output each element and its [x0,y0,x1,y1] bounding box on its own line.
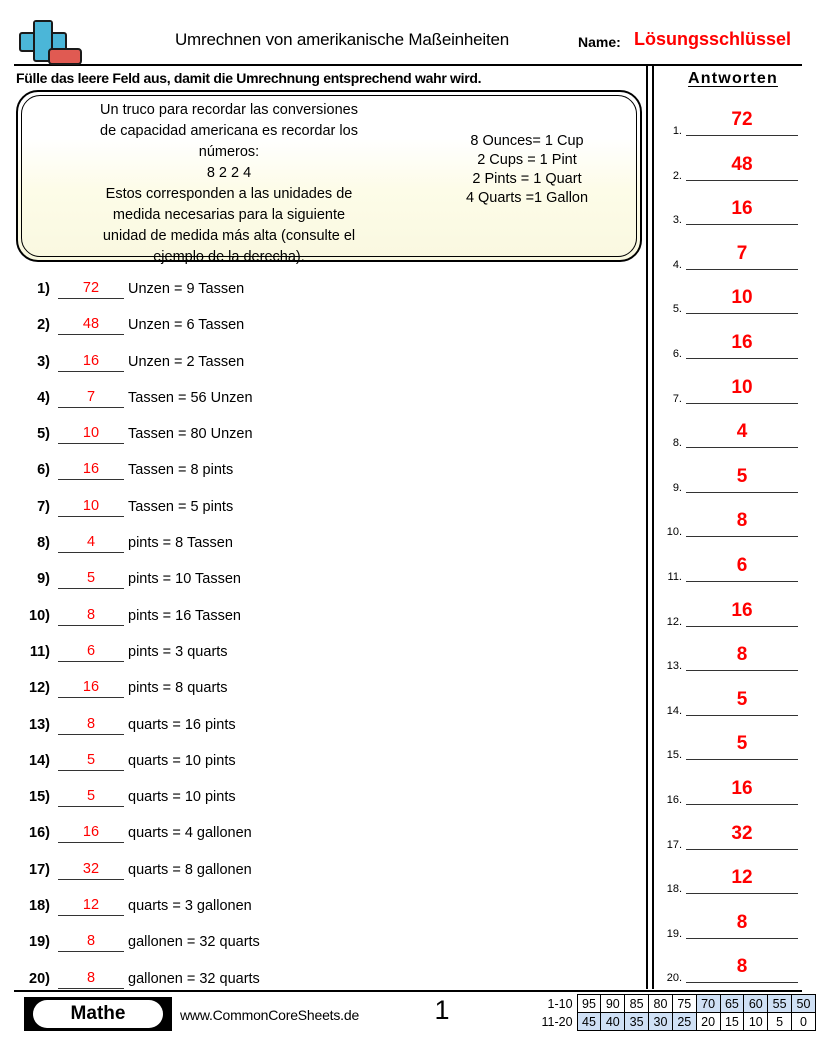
answer-number: 10. [666,526,682,539]
answer-value[interactable]: 12 [686,862,798,894]
question-row [16,711,636,747]
question-row [16,493,636,529]
question-number: 7) [37,498,50,515]
question-text: pints = 10 Tassen [128,571,241,588]
answer-row [658,372,808,417]
answer-value[interactable]: 7 [686,238,798,270]
question-number: 5) [37,426,50,443]
answer-row [658,104,808,149]
question-answer-blank[interactable]: 6 [58,643,124,662]
score-row-label: 1-10 [547,996,573,1011]
score-row-label: 11-20 [541,1014,573,1029]
question-answer-blank[interactable]: 72 [58,280,124,299]
page-number: 1 [434,995,450,1025]
answer-value[interactable]: 16 [686,193,798,225]
answer-value[interactable]: 16 [686,595,798,627]
answer-row [658,149,808,194]
score-cell: 10 [744,1013,768,1031]
column-divider-right [652,64,654,989]
answer-row [658,238,808,283]
question-number: 13) [29,716,50,733]
question-answer-blank[interactable]: 8 [58,716,124,735]
question-number: 9) [37,571,50,588]
question-answer-blank[interactable]: 7 [58,389,124,408]
question-text: pints = 8 quarts [128,680,228,697]
question-row [16,783,636,819]
answer-value[interactable]: 32 [686,818,798,850]
answer-row [658,282,808,327]
question-text: Tassen = 80 Unzen [128,426,253,443]
footer-divider [14,990,802,992]
conversion-row: 8 Ounces= 1 Cup [470,133,584,149]
question-text: quarts = 8 gallonen [128,861,252,878]
score-cell: 55 [768,995,792,1013]
question-text: pints = 3 quarts [128,643,228,660]
question-answer-blank[interactable]: 4 [58,534,124,553]
worksheet-header [14,18,802,64]
question-number: 2) [37,317,50,334]
question-row [16,819,636,855]
question-answer-blank[interactable]: 32 [58,861,124,880]
score-cell: 90 [601,995,625,1013]
answer-row [658,773,808,818]
question-answer-blank[interactable]: 5 [58,752,124,771]
info-box-conversion-table [422,132,632,208]
answer-value[interactable]: 8 [686,951,798,983]
question-text: pints = 8 Tassen [128,535,233,552]
score-cell: 40 [601,1013,625,1031]
score-cell: 20 [696,1013,720,1031]
answer-row [658,550,808,595]
answer-number: 1. [672,125,682,137]
question-number: 19) [29,934,50,951]
subject-badge: Mathe [33,1000,163,1028]
answer-number: 7. [672,392,682,405]
question-answer-blank[interactable]: 16 [58,461,124,480]
question-number: 11) [29,643,50,660]
name-label: Name: [578,34,621,50]
question-row [16,928,636,964]
answer-row [658,684,808,729]
question-answer-blank[interactable]: 10 [58,498,124,517]
question-number: 16) [29,825,50,842]
question-row [16,456,636,492]
question-answer-blank[interactable]: 5 [58,788,124,807]
score-cell: 45 [577,1013,601,1031]
answer-value[interactable]: 10 [686,282,798,314]
conversion-row: 2 Pints = 1 Quart [472,171,582,187]
answer-row [658,461,808,506]
answers-heading: Antworten [688,70,778,87]
answer-value[interactable]: 48 [686,149,798,181]
answer-number: 5. [672,303,682,316]
answer-row [658,505,808,550]
score-cell: 60 [744,995,768,1013]
score-cell: 35 [625,1013,649,1031]
question-text: gallonen = 32 quarts [128,970,260,987]
question-text: Unzen = 6 Tassen [128,317,245,334]
question-number: 6) [37,462,50,479]
question-number: 17) [29,861,50,878]
answer-row [658,595,808,640]
question-row [16,384,636,420]
question-row [16,420,636,456]
questions-list [16,275,636,1001]
answer-number: 18. [666,883,682,896]
question-row [16,638,636,674]
answer-number: 8. [672,437,682,450]
answers-list [658,104,808,996]
question-text: Unzen = 2 Tassen [128,353,245,370]
answer-value[interactable]: 16 [686,773,798,805]
score-cell: 25 [672,1013,696,1031]
score-cell: 5 [768,1013,792,1031]
info-trick-line: Estos corresponden a las unidades de [105,186,353,202]
plus-minus-logo-icon [14,20,82,64]
answer-value[interactable]: 5 [686,728,798,760]
conversion-row: 2 Cups = 1 Pint [477,152,577,168]
site-url: www.CommonCoreSheets.de [180,1007,360,1023]
answer-number: 16. [666,793,682,806]
answer-number: 19. [666,927,682,940]
score-cell: 80 [649,995,673,1013]
answer-row [658,862,808,907]
logo-minus-bar [48,48,82,65]
question-row [16,856,636,892]
question-answer-blank[interactable]: 16 [58,679,124,698]
score-cell: 15 [720,1013,744,1031]
question-row [16,602,636,638]
score-row [531,995,816,1013]
answer-value[interactable]: 10 [686,372,798,404]
info-trick-line: ejemplo de la derecha). [153,249,305,265]
info-trick-line: unidad de medida más alta (consulte el [102,228,356,244]
answer-number: 12. [666,615,682,628]
header-divider [14,64,802,66]
question-answer-blank[interactable]: 8 [58,607,124,626]
info-trick-line: números: [198,144,260,160]
info-trick-line: de capacidad americana es recordar los [100,123,358,139]
answer-value[interactable]: 8 [686,505,798,537]
question-number: 12) [29,680,50,697]
info-trick-line: Un truco para recordar las conversiones [100,102,358,118]
answer-number: 13. [666,660,682,673]
score-grid [531,994,816,1031]
answer-number: 6. [672,347,682,360]
question-answer-blank[interactable]: 8 [58,970,124,989]
answer-number: 2. [672,169,682,182]
answer-number: 20. [666,972,682,985]
score-row [531,1013,816,1031]
question-number: 8) [37,535,50,552]
info-trick-line: medida necesarias para la siguiente [112,207,346,223]
question-row [16,892,636,928]
answer-value[interactable]: 6 [686,550,798,582]
answer-number: 9. [672,481,682,494]
question-text: quarts = 4 gallonen [128,825,252,842]
question-number: 14) [29,752,50,769]
answer-row [658,818,808,863]
question-text: quarts = 3 gallonen [128,898,252,915]
question-text: gallonen = 32 quarts [128,934,260,951]
info-trick-line: 8 2 2 4 [206,165,252,181]
question-row [16,565,636,601]
question-answer-blank[interactable]: 5 [58,570,124,589]
question-answer-blank[interactable]: 10 [58,425,124,444]
question-number: 3) [37,353,50,370]
page-title: Umrechnen von amerikanische Maßeinheiten [174,30,510,49]
answer-value[interactable]: 5 [686,461,798,493]
question-answer-blank[interactable]: 16 [58,353,124,372]
question-text: quarts = 10 pints [128,752,236,769]
question-number: 10) [29,607,50,624]
question-number: 18) [29,898,50,915]
question-row [16,275,636,311]
question-number: 1) [37,281,50,297]
answer-row [658,193,808,238]
answer-number: 17. [666,838,682,851]
question-row [16,529,636,565]
score-cell: 95 [577,995,601,1013]
question-number: 4) [37,389,50,406]
answer-value[interactable]: 72 [686,104,798,136]
question-row [16,348,636,384]
answer-value[interactable]: 8 [686,907,798,939]
question-answer-blank[interactable]: 12 [58,897,124,916]
answer-value[interactable]: 16 [686,327,798,359]
score-cell: 70 [696,995,720,1013]
question-text: Tassen = 56 Unzen [128,389,253,406]
instruction-text: Fülle das leere Feld aus, damit die Umrechnung entsprechend wahr wird. [16,70,482,86]
answer-row [658,327,808,372]
answer-row [658,639,808,684]
question-answer-blank[interactable]: 48 [58,316,124,335]
question-row [16,747,636,783]
answer-value[interactable]: 4 [686,416,798,448]
question-row [16,674,636,710]
answer-value[interactable]: 5 [686,684,798,716]
question-text: quarts = 10 pints [128,789,236,806]
info-box [16,90,642,265]
question-text: Tassen = 5 pints [128,498,234,515]
info-box-trick-text [34,100,424,268]
question-answer-blank[interactable]: 8 [58,933,124,952]
answer-number: 4. [672,258,682,271]
name-value: Lösungsschlüssel [634,29,792,49]
question-text: pints = 16 Tassen [128,607,241,624]
conversion-row: 4 Quarts =1 Gallon [465,190,589,206]
score-cell: 75 [672,995,696,1013]
question-text: Tassen = 8 pints [128,462,234,479]
score-table [531,994,816,1031]
column-divider-left [646,64,648,989]
answer-row [658,728,808,773]
score-cell: 85 [625,995,649,1013]
answer-number: 11. [667,570,682,583]
score-cell: 65 [720,995,744,1013]
answer-row [658,416,808,461]
question-number: 15) [29,789,50,806]
score-cell: 0 [792,1013,816,1031]
answer-number: 15. [666,749,682,762]
answer-value[interactable]: 8 [686,639,798,671]
question-text: Unzen = 9 Tassen [128,281,245,297]
answer-number: 3. [672,214,682,227]
score-cell: 50 [792,995,816,1013]
question-row [16,311,636,347]
score-cell: 30 [649,1013,673,1031]
answer-number: 14. [666,704,682,717]
answer-row [658,907,808,952]
question-text: quarts = 16 pints [128,716,236,733]
question-number: 20) [29,970,50,987]
question-answer-blank[interactable]: 16 [58,824,124,843]
